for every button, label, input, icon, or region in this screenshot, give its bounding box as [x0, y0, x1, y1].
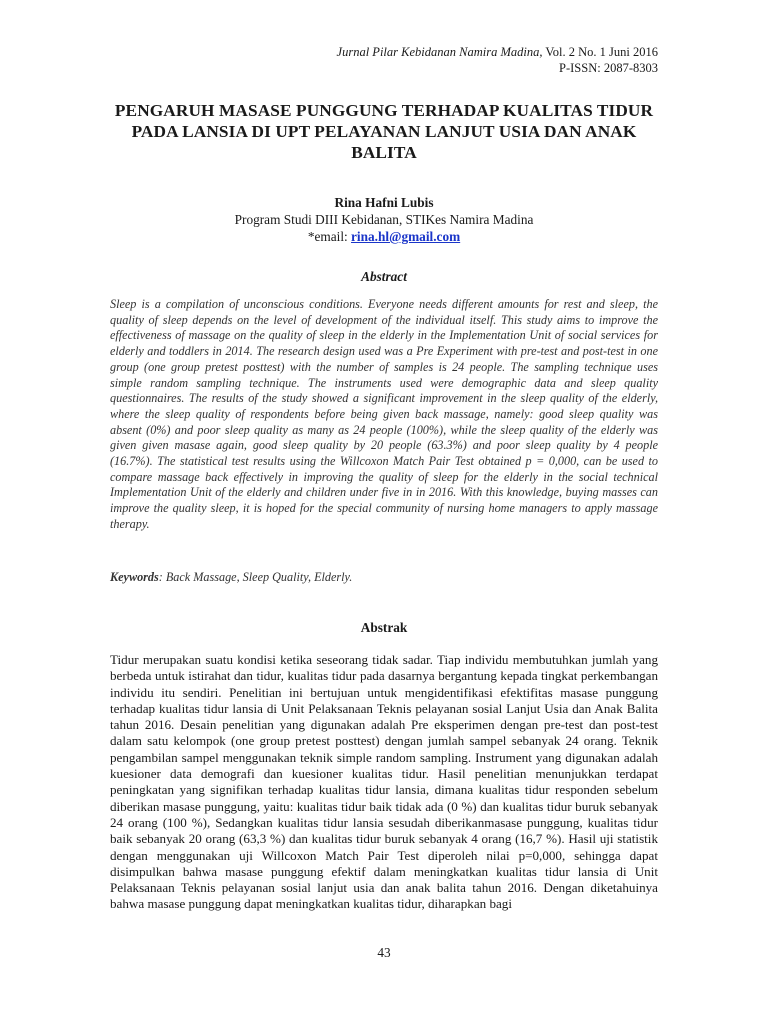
abstrak-text: Tidur merupakan suatu kondisi ketika seseorang tidak sadar. Tiap individu membutuhkan jumlah yang berbeda untuk istirahat dan tidur, kualitas tidur pada dasarnya bergantung kepada tingkat perkembangan individu itu sendiri. Penelitian ini bertujuan untuk mengidentifikasi efektifitas masase punggung terhadap kualitas tidur lansia di Unit Pelaksanaan Teknis pelayanan sosial Lanjut Usia dan Anak Balita tahun 2016. Desain penelitian yang digunakan adalah Pre eksperimen dengan pre-test dan post-test dalam satu kelompok (one group pretest posttest) dengan jumlah sampel sebanyak 24 orang. Teknik pengambilan sampel menggunakan teknik simple random sampling. Instrument yang digunakan adalah kuesioner data demografi dan kuesioner kualitas tidur. Hasil penelitian menunjukkan terdapat peningkatan yang signifikan terhadap kualitas tidur lansia, dimana kualitas tidur responden sebelum diberikan masase punggung, yaitu: kualitas tidur baik tidak ada (0 %) dan kualitas tidur buruk sebanyak 24 orang (100 %), Sedangkan kualitas tidur lansia sesudah diberikanmasase punggung, kualitas tidur baik sebanyak 20 orang (63,3 %) dan kualitas tidur buruk sebanyak 4 orang (16,7 %). Hasil uji statistik dengan menggunakan uji Willcoxon Match Pair Test diperoleh nilai p=0,000, sehingga dapat disimpulkan bahwa masase punggung efektif dalam meningkatkan kualitas tidur lansia di Unit Pelaksanaan Teknis pelayanan sosial lanjut usia dan anak balita tahun 2016. Dengan diketahuinya bahwa masase punggung dapat meningkatkan kualitas tidur, diharapkan bagi — [110, 652, 658, 912]
author-name: Rina Hafni Lubis — [334, 195, 434, 210]
journal-citation-line — [337, 44, 658, 60]
paper-title: PENGARUH MASASE PUNGGUNG TERHADAP KUALITAS TIDUR PADA LANSIA DI UPT PELAYANAN LANJUT USIA DAN ANAK BALITA — [114, 101, 654, 162]
email-label: *email: — [307, 229, 352, 244]
abstract-heading: Abstract — [361, 269, 407, 284]
abstract-text: Sleep is a compilation of unconscious conditions. Everyone needs different amounts for rest and sleep, the quality of sleep depends on the level of development of the individual itself. This study aims to improve the effectiveness of massage on the quality of sleep in the elderly in the Implementation Unit of social services for elderly and toddlers in 2014. The research design used was a Pre Experiment with pre-test and post-test in one group (one group pretest posttest) with the number of samples is 24 people. The sampling technique uses simple random sampling technique. The instruments used were demographic data and sleep quality questionnaires. The results of the study showed a significant improvement in the sleep quality of the elderly, where the sleep quality of respondents before being given back massage, namely: good sleep quality was absent (0%) and poor sleep quality as many as 24 people (100%), while the sleep quality of the elderly was given given masase again, good sleep quality by 20 people (63.3%) and poor sleep quality by 4 people (16.7%). The statistical test results using the Willcoxon Match Pair Test obtained p = 0,000, can be used to compare massage back effectively in improving the quality of sleep for the elderly in the social technical Implementation Unit of the elderly and children under five in in 2016. With this knowledge, buying masses can improve the quality sleep, it is hoped for the special community of nursing home managers to apply massage therapy. — [110, 297, 659, 531]
author-block — [110, 194, 658, 245]
keywords-label: Keywords — [110, 570, 159, 584]
abstrak-heading: Abstrak — [360, 620, 408, 635]
running-header — [337, 44, 658, 76]
keywords-list: : Back Massage, Sleep Quality, Elderly. — [158, 570, 353, 584]
keywords-line — [110, 569, 658, 585]
author-email-line — [110, 228, 658, 245]
journal-issn: P-ISSN: 2087-8303 — [559, 61, 658, 75]
author-email-link[interactable]: rina.hl@gmail.com — [351, 229, 461, 244]
journal-name: Jurnal Pilar Kebidanan Namira Madina, — [336, 45, 543, 59]
author-affiliation: Program Studi DIII Kebidanan, STIKes Namira Madina — [234, 212, 534, 227]
page-number: 43 — [377, 945, 391, 960]
journal-volume: Vol. 2 No. 1 Juni 2016 — [545, 45, 658, 59]
